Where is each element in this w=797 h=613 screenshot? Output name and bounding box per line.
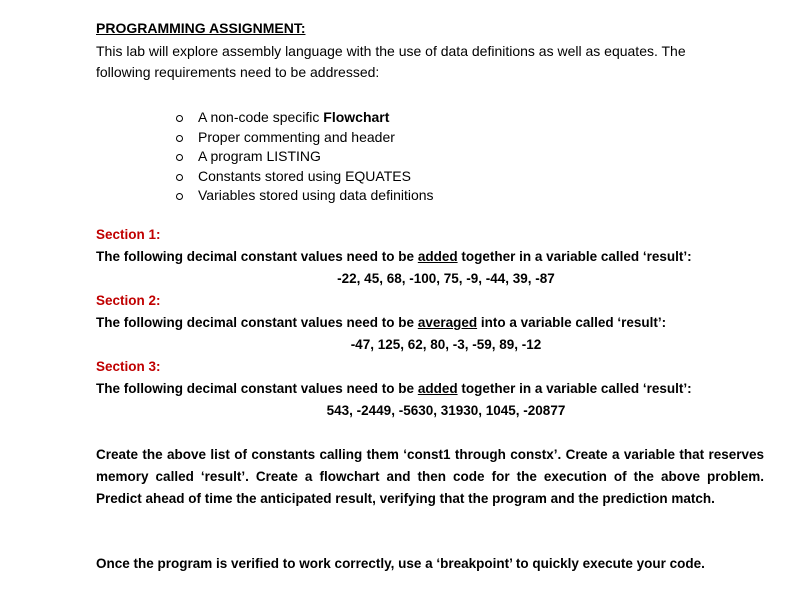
requirement-bold-text: Flowchart [323, 109, 390, 125]
section-1-instruction [96, 249, 692, 264]
intro-paragraph: This lab will explore assembly language with the use of data definitions as well as equates. The following requirements need to be addressed: [96, 43, 686, 80]
requirement-text: A program LISTING [198, 148, 321, 164]
list-item [176, 167, 434, 187]
requirement-text: Constants stored using EQUATES [198, 167, 411, 184]
section-1-values: -22, 45, 68, -100, 75, -9, -44, 39, -87 [337, 271, 555, 286]
list-item [176, 108, 434, 128]
section-2-instruction [96, 315, 666, 330]
instruction-text: The following decimal constant values need to be [96, 315, 418, 330]
requirement-text: A non-code specific [198, 109, 324, 125]
instruction-text: The following decimal constant values need to be [96, 381, 418, 396]
page-title: PROGRAMMING ASSIGNMENT: [96, 20, 306, 36]
requirement-text: Proper commenting and header [198, 128, 395, 145]
instruction-keyword: added [417, 381, 458, 396]
section-3-instruction [96, 381, 692, 396]
instruction-keyword: added [417, 249, 458, 264]
circle-bullet-icon [176, 135, 183, 142]
instruction-text: together in a variable called ‘result’: [457, 381, 692, 396]
requirement-text: Variables stored using data definitions [198, 187, 434, 203]
list-item [176, 147, 434, 167]
circle-bullet-icon [176, 174, 183, 181]
instruction-text: The following decimal constant values need to be [96, 249, 418, 264]
section-2-values: -47, 125, 62, 80, -3, -59, 89, -12 [350, 337, 542, 352]
list-item [176, 186, 434, 206]
circle-bullet-icon [176, 154, 183, 161]
section-2-title: Section 2: [96, 293, 161, 308]
circle-bullet-icon [176, 193, 183, 200]
create-instructions-paragraph: Create the above list of constants calling them ‘const1 through constx’. Create a variable that reserves memory called ‘result’. Create a flowchart and then code for the execution of the above problem. Predict ahead of time the anticipated result, verifying that the program and the prediction match. [96, 447, 764, 506]
instruction-keyword: averaged [417, 315, 478, 330]
instruction-text: together in a variable called ‘result’: [457, 249, 692, 264]
requirements-list [176, 108, 434, 206]
section-3-values: 543, -2449, -5630, 31930, 1045, -20877 [326, 403, 566, 418]
breakpoint-note: Once the program is verified to work correctly, use a ‘breakpoint’ to quickly execute your code. [96, 556, 705, 571]
circle-bullet-icon [176, 115, 183, 122]
instruction-text: into a variable called ‘result’: [477, 315, 667, 330]
section-3-title: Section 3: [96, 359, 161, 374]
list-item [176, 128, 434, 148]
section-1-title: Section 1: [96, 227, 161, 242]
